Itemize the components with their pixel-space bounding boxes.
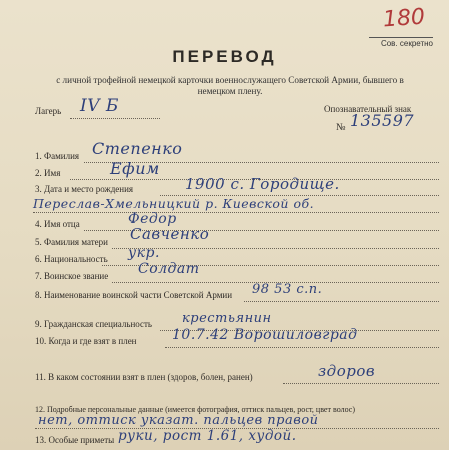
tag-prefix: № xyxy=(336,122,346,133)
camp-label: Лагерь xyxy=(35,106,62,116)
field-11-line xyxy=(283,383,439,384)
field-13-value: руки, рост 1.61, худой. xyxy=(118,428,297,444)
field-3-line2 xyxy=(33,212,439,213)
tag-label: Опознавательный знак xyxy=(324,104,412,114)
field-13-label: 13. Особые приметы xyxy=(35,435,115,445)
field-2-label: 2. Имя xyxy=(35,168,61,178)
field-6-label: 6. Национальность xyxy=(35,254,108,264)
field-10-line xyxy=(165,347,439,348)
field-8-line xyxy=(244,301,439,302)
field-5-label: 5. Фамилия матери xyxy=(35,237,108,247)
field-11-label: 11. В каком состоянии взят в плен (здоров, болен, ранен) xyxy=(35,372,253,382)
field-6-value: укр. xyxy=(128,245,160,261)
tag-value: 135597 xyxy=(350,111,415,130)
field-3-value: 1900 с. Городище. xyxy=(185,175,340,193)
field-12-label: 12. Подробные персональные данные (имеется фотография, оттиск пальцев, рост, цвет волос) xyxy=(35,405,355,414)
field-4-value: Федор xyxy=(128,211,177,227)
field-2-value: Ефим xyxy=(110,159,160,178)
field-12-value: нет, оттиск указат. пальцев правой xyxy=(38,413,319,428)
field-8-label: 8. Наименование воинской части Советской Армии xyxy=(35,290,233,300)
field-7-value: Солдат xyxy=(138,261,200,277)
field-3-value-line2: Переслав-Хмельницкий р. Киевской об. xyxy=(33,196,315,211)
field-7-label: 7. Воинское звание xyxy=(35,271,109,281)
field-1-label: 1. Фамилия xyxy=(35,151,80,161)
document-subtitle: с личной трофейной немецкой карточки военнослужащего Советской Армии, бывшего в немецком плену. xyxy=(56,75,404,96)
field-8-value: 98 53 с.п. xyxy=(252,282,323,297)
field-9-label: 9. Гражданская специальность xyxy=(35,319,153,329)
field-1-value: Степенко xyxy=(92,139,183,158)
camp-value: IV Б xyxy=(80,96,119,116)
field-10-value: 10.7.42 Ворошиловград xyxy=(172,327,358,343)
field-11-value: здоров xyxy=(318,362,376,380)
field-4-label: 4. Имя отца xyxy=(35,219,80,229)
classification-label: Сов. секретно xyxy=(369,37,433,48)
field-9-value: крестьянин xyxy=(182,311,272,326)
field-10-label: 10. Когда и где взят в плен xyxy=(35,336,137,346)
field-5-line xyxy=(112,248,439,249)
field-3-label: 3. Дата и место рождения xyxy=(35,184,134,194)
stamp-number: 180 xyxy=(382,4,426,33)
document-title: ПЕРЕВОД xyxy=(172,47,277,66)
camp-line xyxy=(70,118,160,119)
field-5-value: Савченко xyxy=(130,225,210,243)
